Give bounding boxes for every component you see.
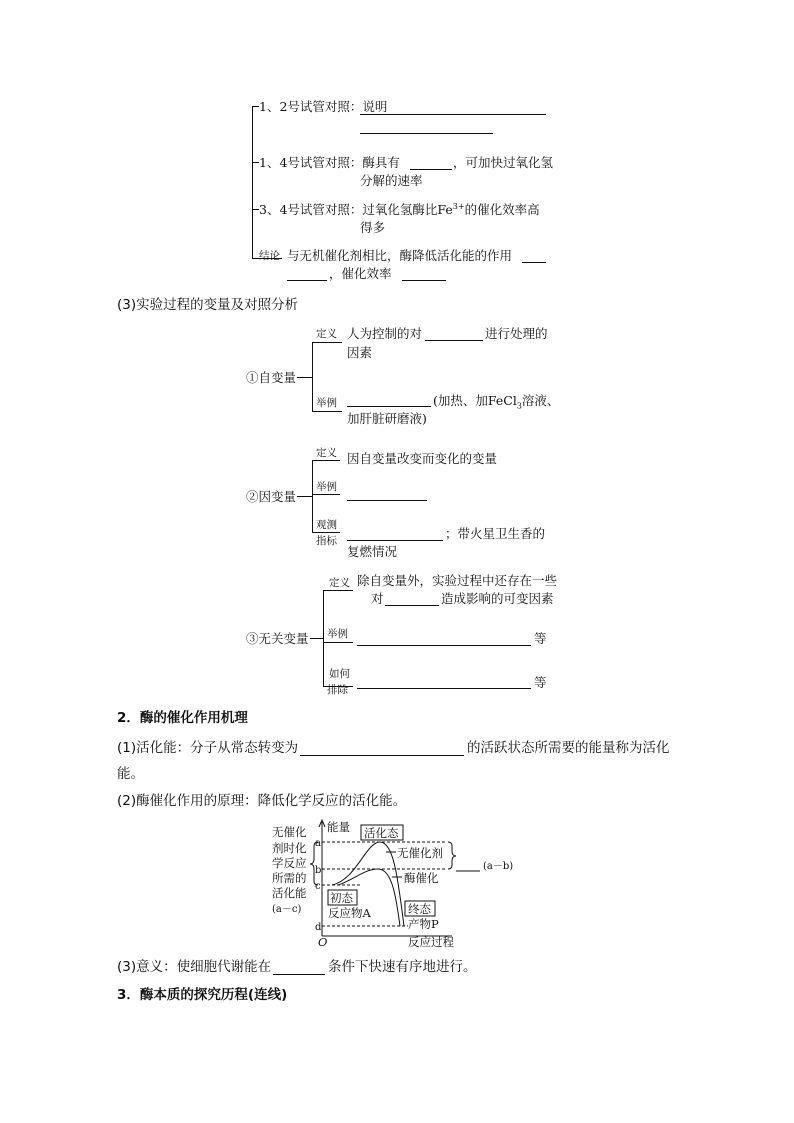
enzyme-label: 酶催化 xyxy=(404,871,439,885)
paragraph-1a: (1)活化能：分子从常态转变为 xyxy=(117,740,299,756)
var2-obs-a: ；带火星卫生香的 xyxy=(445,526,546,541)
bracket-tick xyxy=(312,411,342,412)
var3-name: ③无关变量 xyxy=(246,631,309,646)
origin-label: O xyxy=(318,935,328,949)
comparison-row-1: 1、2号试管对照：说明 xyxy=(259,99,388,114)
section-title-mechanism: 2．酶的催化作用机理 xyxy=(117,710,248,726)
blank-line xyxy=(273,974,325,975)
var2-obs-label-2: 指标 xyxy=(316,535,337,547)
comparison-row-3: 3、4号试管对照：过氧化氢酶比$Fe^{3+}$的催化效率高 xyxy=(259,201,540,217)
blank-line xyxy=(347,406,431,407)
left-label-line-3: 学反应 xyxy=(272,856,307,870)
final-state-label: 终态 xyxy=(408,902,431,916)
no-catalyst-curve xyxy=(332,842,404,926)
point-b: b xyxy=(315,865,322,876)
bracket-tick xyxy=(312,494,340,495)
left-label-line-5: 活化能 xyxy=(272,886,307,900)
bracket-vertical xyxy=(312,460,313,532)
bracket-tick xyxy=(252,106,259,107)
paragraph-3b: 条件下快速有序地进行。 xyxy=(328,959,477,975)
paragraph-1b: 的活跃状态所需要的能量称为活化 xyxy=(467,740,670,756)
var3-rm-end: 等 xyxy=(534,675,547,690)
bracket-tick xyxy=(252,162,259,163)
paragraph-1c: 能。 xyxy=(117,766,144,782)
var3-def-c: 造成影响的可变因素 xyxy=(441,591,554,606)
var3-ex-label: 举例 xyxy=(327,628,348,640)
product-label: 产物P xyxy=(408,917,439,931)
active-state-label: 活化态 xyxy=(364,826,399,840)
diff-label: (a－b) xyxy=(483,861,514,872)
blank-line xyxy=(287,280,327,281)
connector xyxy=(297,496,312,497)
blank-line xyxy=(357,688,531,689)
var3-rm-label-1: 如何 xyxy=(329,668,350,680)
conclusion-label: 结论 xyxy=(259,250,280,262)
var2-ex-label: 举例 xyxy=(316,481,337,493)
active-state-box xyxy=(361,825,403,840)
blank-line xyxy=(357,645,531,646)
final-state-box xyxy=(405,901,435,916)
point-d: d xyxy=(315,922,322,933)
var3-ex-end: 等 xyxy=(534,631,547,646)
var1-ex-a: (加热、加FeCl$_3$溶液、 xyxy=(433,393,560,411)
bracket-tick xyxy=(312,342,342,343)
connector xyxy=(297,377,312,378)
bracket-tick xyxy=(323,642,353,643)
left-label-line-2: 剂时化 xyxy=(272,841,307,855)
blank-line xyxy=(360,133,493,134)
var1-ex-label: 举例 xyxy=(316,397,337,409)
var1-def-label: 定义 xyxy=(316,328,337,340)
left-label-line-6: (a－c) xyxy=(272,904,302,915)
initial-state-box xyxy=(328,890,357,905)
comparison-row-3c: 得多 xyxy=(360,220,386,235)
bracket-vertical xyxy=(312,342,313,412)
var3-rm-label-2: 排除 xyxy=(327,684,348,696)
blank-line xyxy=(347,540,443,541)
comparison-row-2c: 分解的速率 xyxy=(360,173,423,188)
point-a: a xyxy=(315,838,321,849)
var1-def-b: 进行处理的 xyxy=(485,326,548,341)
y-axis-arrow xyxy=(319,820,325,827)
connector xyxy=(310,638,323,639)
var1-ex-c: 加肝脏研磨液) xyxy=(347,411,427,426)
no-catalyst-label: 无催化剂 xyxy=(397,846,443,860)
var2-def-text: 因自变量改变而变化的变量 xyxy=(347,451,498,466)
reactant-label: 反应物A xyxy=(328,906,371,920)
enzyme-curve xyxy=(338,869,400,926)
right-brace xyxy=(448,842,456,869)
comparison-row-2b: ，可加快过氧化氢 xyxy=(453,155,554,170)
bracket-tick xyxy=(312,532,340,533)
section-title-history: 3．酶本质的探究历程(连线) xyxy=(117,987,288,1003)
paragraph-3a: (3)意义：使细胞代谢能在 xyxy=(117,959,272,975)
conclusion-text: 与无机催化剂相比，酶降低活化能的作用 xyxy=(287,248,513,263)
var2-def-label: 定义 xyxy=(316,447,337,459)
initial-state-label: 初态 xyxy=(330,891,353,905)
var1-def-c: 因素 xyxy=(347,345,373,360)
left-label-line-4: 所需的 xyxy=(272,871,307,885)
blank-line xyxy=(410,169,452,170)
comparison-row-2a: 1、4号试管对照：酶具有 xyxy=(259,155,400,170)
var3-def-label: 定义 xyxy=(329,577,350,589)
bracket-tick xyxy=(252,209,259,210)
var3-def-b: 对 xyxy=(371,591,384,606)
left-label-line-1: 无催化 xyxy=(272,825,307,839)
left-brace xyxy=(310,842,318,885)
blank-line xyxy=(522,262,546,263)
blank-line xyxy=(402,280,446,281)
bracket-vertical xyxy=(252,106,253,258)
var2-name: ②因变量 xyxy=(246,489,297,504)
blank-line xyxy=(360,114,546,115)
bracket-tick xyxy=(312,460,340,461)
paragraph-2: (2)酶催化作用的原理：降低化学反应的活化能。 xyxy=(117,793,407,809)
conclusion-text-2: ，催化效率 xyxy=(329,266,392,281)
var2-obs-b: 复燃情况 xyxy=(347,544,398,559)
x-axis-label: 反应过程 xyxy=(408,935,454,949)
section-title-variables: (3)实验过程的变量及对照分析 xyxy=(117,297,299,313)
point-c: c xyxy=(315,881,321,892)
bracket-vertical xyxy=(323,590,324,687)
var3-def-a: 除自变量外，实验过程中还存在一些 xyxy=(357,573,558,588)
blank-line xyxy=(300,755,464,756)
var1-def-a: 人为控制的对 xyxy=(347,326,423,341)
y-axis-label: 能量 xyxy=(327,820,350,834)
blank-line xyxy=(385,605,439,606)
bracket-tick xyxy=(323,590,353,591)
blank-line xyxy=(347,500,427,501)
var2-obs-label-1: 观测 xyxy=(316,519,337,531)
var1-name: ①自变量 xyxy=(246,370,297,385)
blank-line xyxy=(425,340,483,341)
